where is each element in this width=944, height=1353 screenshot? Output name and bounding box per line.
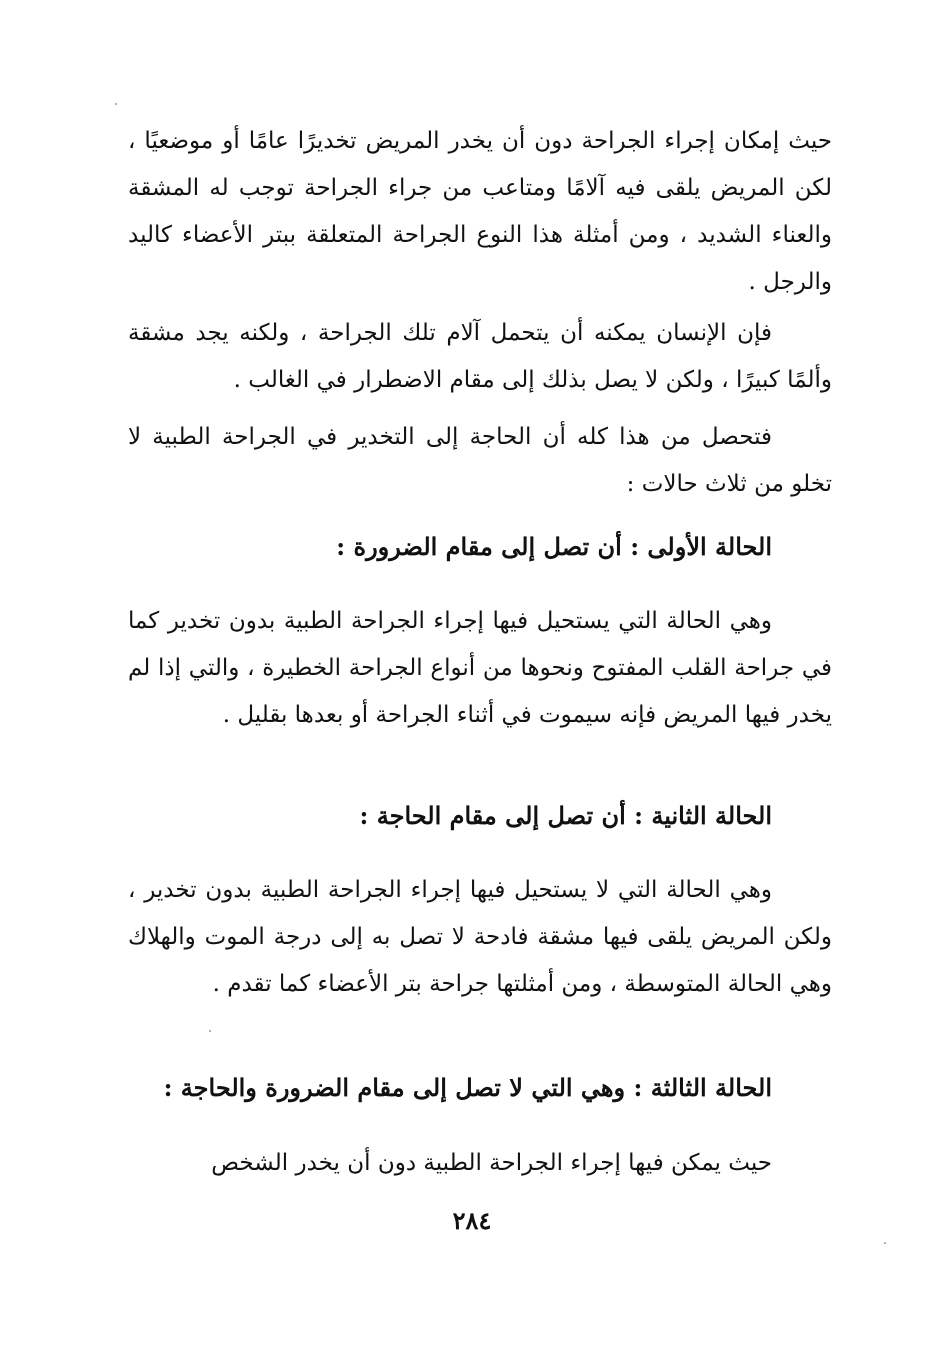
heading-third-case: الحالة الثالثة : وهي التي لا تصل إلى مقام الضرورة والحاجة : [163, 1073, 772, 1102]
paragraph-third-case: حيث يمكن فيها إجراء الجراحة الطبية دون أن يخدر الشخص [211, 1150, 772, 1176]
paragraph-summary: فتحصل من هذا كله أن الحاجة إلى التخدير في الجراحة الطبية لا تخلو من ثلاث حالات : [128, 424, 832, 497]
page-number: ٢٨٤ [452, 1206, 492, 1235]
scan-speck [209, 1030, 211, 1032]
scan-speck [884, 1242, 886, 1244]
paragraph-first-case: وهي الحالة التي يستحيل فيها إجراء الجراحة الطبية بدون تخدير كما في جراحة القلب المفتوح ونحوها من أنواع الجراحة الخطيرة ، والتي إذا لم يخدر فيها المريض فإنه سيموت في أثناء الجراحة أو بعدها بقليل . [128, 608, 832, 728]
heading-second-case: الحالة الثانية : أن تصل إلى مقام الحاجة : [359, 801, 772, 830]
paragraph-intro: حيث إمكان إجراء الجراحة دون أن يخدر المريض تخديرًا عامًا أو موضعيًا ، لكن المريض يلقى فيه آلامًا ومتاعب من جراء الجراحة توجب له المشقة والعناء الشديد ، ومن أمثلة هذا النوع الجراحة المتعلقة ببتر الأعضاء كاليد والرجل . [128, 128, 832, 295]
paragraph-second-case: وهي الحالة التي لا يستحيل فيها إجراء الجراحة الطبية بدون تخدير ، ولكن المريض يلقى فيها مشقة فادحة لا تصل به إلى درجة الموت والهلاك وهي الحالة المتوسطة ، ومن أمثلتها جراحة بتر الأعضاء كما تقدم . [128, 877, 832, 997]
heading-first-case: الحالة الأولى : أن تصل إلى مقام الضرورة : [336, 532, 772, 561]
paragraph-endurance: فإن الإنسان يمكنه أن يتحمل آلام تلك الجراحة ، ولكنه يجد مشقة وألمًا كبيرًا ، ولكن لا يصل بذلك إلى مقام الاضطرار في الغالب . [128, 320, 832, 393]
scan-speck [115, 103, 117, 105]
